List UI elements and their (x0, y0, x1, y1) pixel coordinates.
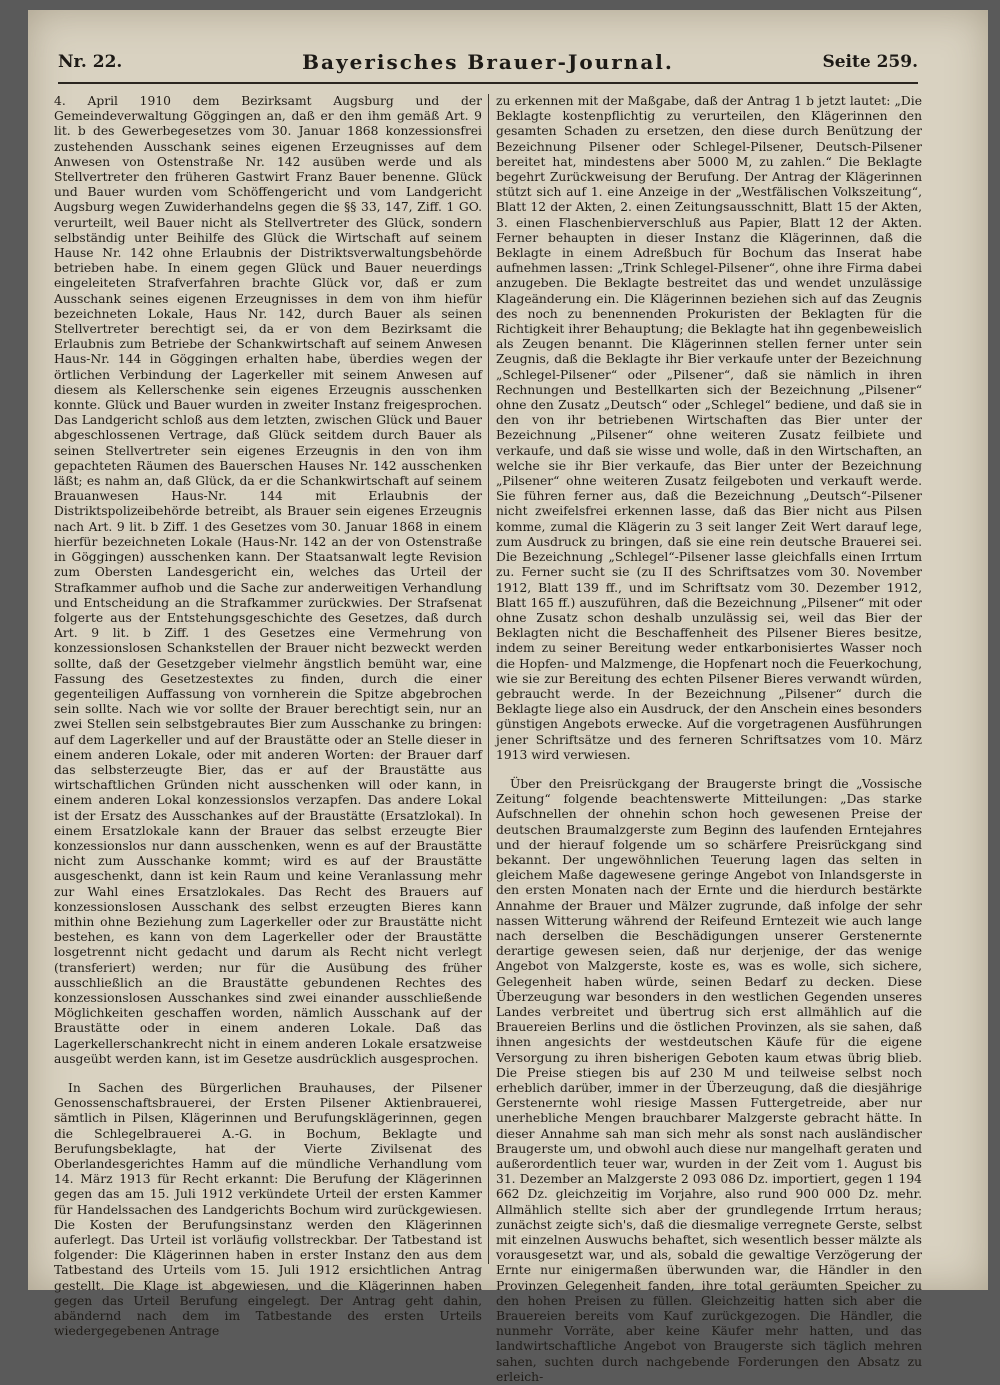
article-columns (54, 94, 922, 1384)
journal-title: Bayerisches Brauer-Journal. (302, 50, 674, 74)
page-number: Seite 259. (822, 52, 918, 72)
column-divider (488, 94, 489, 1264)
right-paragraph-1: zu erkennen mit der Maßgabe, daß der Antrag 1 b jetzt lautet: „Die Beklagte kostenpflichtig zu verurteilen, den Klägerinnen den gesamten Schaden zu ersetzen, den diese durch Benützung der Bezeichnung Pilsener oder Schlegel-Pilsener, Deutsch-Pilsener bereitet hat, mindestens aber 5000 M, zu zahlen.“ Die Beklagte begehrt Zurückweisung der Berufung. Der Antrag der Klägerinnen stützt sich auf 1. eine Anzeige in der „Westfälischen Volkszeitung“, Blatt 12 der Akten, 2. einen Zeitungsausschnitt, Blatt 15 der Akten, 3. einen Flaschenbierverschluß aus Papier, Blatt 12 der Akten. Ferner behaupten in dieser Instanz die Klägerinnen, daß die Beklagte in einem Adreßbuch für Bochum das Inserat habe aufnehmen lassen: „Trink Schlegel-Pilsener“, ohne ihre Firma dabei anzugeben. Die Beklagte bestreitet das und wendet unzulässige Klageänderung ein. Die Klägerinnen beziehen sich auf das Zeugnis des noch zu benennenden Prokuristen der Beklagten für die Richtigkeit ihrer Behauptung; die Beklagte hat ihn gegenbeweislich als Zeugen benannt. Die Klägerinnen stellen ferner unter sein Zeugnis, daß die Beklagte ihr Bier verkaufe unter der Bezeichnung „Schlegel-Pilsener“ oder „Pilsener“, daß sie nämlich in ihren Rechnungen und Bestellkarten sich der Bezeichnung „Pilsener“ ohne den Zusatz „Deutsch“ oder „Schlegel“ bediene, und daß sie in den von ihr betriebenen Wirtschaften das Bier unter der Bezeichnung „Pilsener“ ohne weiteren Zusatz feilbiete und verkaufe, und daß sie wisse und wolle, daß in den Wirtschaften, an welche sie ihr Bier verkaufe, das Bier unter der Bezeichnung „Pilsener“ ohne weiteren Zusatz feilgeboten und verkauft werde. Sie führen ferner aus, daß die Bezeichnung „Deutsch“-Pilsener nicht zweifelsfrei erkennen lasse, daß das Bier nicht aus Pilsen komme, zumal die Klägerin zu 3 seit langer Zeit Wert darauf lege, zum Ausdruck zu bringen, daß sie eine rein deutsche Brauerei sei. Die Bezeichnung „Schlegel“-Pilsener lasse gleichfalls einen Irrtum zu. Ferner sucht sie (zu II des Schriftsatzes vom 30. November 1912, Blatt 139 ff., und im Schriftsatz vom 30. Dezember 1912, Blatt 165 ff.) auszuführen, daß die Bezeichnung „Pilsener“ mit oder ohne Zusatz schon deshalb unzulässig sei, weil das Bier der Beklagten nicht die Beschaffenheit des Pilsener Bieres besitze, indem zu seiner Bereitung weder entkarbonisiertes Wasser noch die Hopfen- und Malzmenge, die Hopfenart noch die Feuerkochung, wie sie zur Bereitung des echten Pilsener Bieres verwandt würden, gebraucht werde. In der Bezeichnung „Pilsener“ durch die Beklagte liege also ein Ausdruck, der den Anschein eines besonders günstigen Angebots erwecke. Auf die vorgetragenen Ausführungen jener Schriftsätze und des ferneren Schriftsatzes vom 10. März 1913 wird verwiesen. (496, 94, 922, 762)
right-paragraph-2: Über den Preisrückgang der Braugerste bringt die „Vossische Zeitung“ folgende beachtenswerte Mitteilungen: „Das starke Aufschnellen der ohnehin schon hoch gewesenen Preise der deutschen Braumalzgerste zum Beginn des laufenden Erntejahres und der hierauf folgende um so schärfere Preisrückgang sind bekannt. Der ungewöhnlichen Teuerung lagen das selten in gleichem Maße dagewesene geringe Angebot von Inlandsgerste in den ersten Monaten nach der Ernte und die hierdurch bestärkte Annahme der Brauer und Mälzer zugrunde, daß infolge der sehr nassen Witterung während der Reifeund Erntezeit wie auch lange nach derselben die Beschädigungen unserer Gerstenernte derartige gewesen seien, daß nur derjenige, der das wenige Angebot von Malzgerste, koste es, was es wolle, sich sichere, Gelegenheit haben würde, seinen Bedarf zu decken. Diese Überzeugung war besonders in den westlichen Gegenden unseres Landes verbreitet und übertrug sich erst allmählich auf die Brauereien Berlins und die östlichen Provinzen, als sie sahen, daß ihnen angesichts der westdeutschen Käufe für die eigene Versorgung zu ihren bisherigen Geboten kaum etwas übrig blieb. Die Preise stiegen bis auf 230 M und teilweise selbst noch erheblich darüber, immer in der Überzeugung, daß die diesjährige Gerstenernte wohl riesige Massen Futtergetreide, aber nur unerhebliche Mengen brauchbarer Malzgerste gebracht hätte. In dieser Annahme sah man sich mehr als sonst nach ausländischer Braugerste um, und obwohl auch diese nur mangelhaft geraten und außerordentlich teuer war, wurden in der Zeit vom 1. August bis 31. Dezember an Malzgerste 2 093 086 Dz. importiert, gegen 1 194 662 Dz. gleichzeitig im Vorjahre, also rund 900 000 Dz. mehr. Allmählich stellte sich aber der grundlegende Irrtum heraus; zunächst zeigte sich's, daß die diesmalige verregnete Gerste, selbst mit einzelnen Auswuchs behaftet, sich wesentlich besser mälzte als vorausgesetzt war, und als, sobald die gewaltige Verzögerung der Ernte nur einigermaßen überwunden war, die Händler in den Provinzen Gelegenheit fanden, ihre total geräumten Speicher zu den hohen Preisen zu füllen. Gleichzeitig hatten sich aber die Brauereien bereits vom Kauf zurückgezogen. Die Händler, die nunmehr Vorräte, aber keine Käufer mehr hatten, und das landwirtschaftliche Angebot von Braugerste sich täglich mehren sahen, suchten durch nachgebende Forderungen den Absatz zu erleich- (496, 776, 922, 1384)
left-column (54, 94, 482, 1339)
right-column (496, 94, 922, 1384)
issue-number: Nr. 22. (58, 52, 123, 72)
page-header (58, 48, 918, 84)
left-paragraph-2: In Sachen des Bürgerlichen Brauhauses, der Pilsener Genossenschaftsbrauerei, der Ersten Pilsener Aktienbrauerei, sämtlich in Pilsen, Klägerinnen und Berufungsklägerinnen, gegen die Schlegelbrauerei A.-G. in Bochum, Beklagte und Berufungsbeklagte, hat der Vierte Zivilsenat des Oberlandesgerichtes Hamm auf die mündliche Verhandlung vom 14. März 1913 für Recht erkannt: Die Berufung der Klägerinnen gegen das am 15. Juli 1912 verkündete Urteil der ersten Kammer für Handelssachen des Landgerichts Bochum wird zurückgewiesen. Die Kosten der Berufungsinstanz werden den Klägerinnen auferlegt. Das Urteil ist vorläufig vollstreckbar. Der Tatbestand ist folgender: Die Klägerinnen haben in erster Instanz den aus dem Tatbestand des Urteils vom 15. Juli 1912 ersichtlichen Antrag gestellt. Die Klage ist abgewiesen, und die Klägerinnen haben gegen das Urteil Berufung eingelegt. Der Antrag geht dahin, abändernd nach dem im Tatbestande des ersten Urteils wiedergegebenen Antrage (54, 1081, 482, 1339)
left-paragraph-1: 4. April 1910 dem Bezirksamt Augsburg und der Gemeindeverwaltung Göggingen an, daß er den ihm gemäß Art. 9 lit. b des Gewerbegesetzes vom 30. Januar 1868 konzessionsfrei zustehenden Ausschank seines eigenen Erzeugnisses auf dem Anwesen von Ostenstraße Nr. 142 ausüben werde und als Stellvertreter den früheren Gastwirt Franz Bauer benenne. Glück und Bauer wurden vom Schöffengericht und vom Landgericht Augsburg wegen Zuwiderhandelns gegen die §§ 33, 147, Ziff. 1 GO. verurteilt, weil Bauer nicht als Stellvertreter des Glück, sondern selbständig unter Beihilfe des Glück die Wirtschaft auf seinem Hause Nr. 142 ohne Erlaubnis der Distriktsverwaltungsbehörde betrieben habe. In einem gegen Glück und Bauer neuerdings eingeleiteten Strafverfahren brachte Glück vor, daß er zum Ausschank seines eigenen Erzeugnisses in dem von ihm hiefür bezeichneten Lokale, Haus Nr. 142, durch Bauer als seinen Stellvertreter berechtigt sei, da er von dem Bezirksamt die Erlaubnis zum Betriebe der Schankwirtschaft auf seinem Anwesen Haus-Nr. 144 in Göggingen erhalten habe, überdies wegen der örtlichen Verbindung der Lagerkeller mit seinem Anwesen auf diesem als Kellerschenke sein eigenes Erzeugnis ausschenken konnte. Glück und Bauer wurden in zweiter Instanz freigesprochen. Das Landgericht schloß aus dem letzten, zwischen Glück und Bauer abgeschlossenen Vertrage, daß Glück seitdem durch Bauer als seinen Stellvertreter sein eigenes Erzeugnis in den von ihm gepachteten Räumen des Bauerschen Hauses Nr. 142 ausschenken läßt; es nahm an, daß Glück, da er die Schankwirtschaft auf seinem Brauanwesen Haus-Nr. 144 mit Erlaubnis der Distriktspolizeibehörde betreibt, als Brauer sein eigenes Erzeugnis nach Art. 9 lit. b Ziff. 1 des Gesetzes vom 30. Januar 1868 in einem hierfür bezeichneten Lokale (Haus-Nr. 142 an der von Ostenstraße in Göggingen) ausschenken kann. Der Staatsanwalt legte Revision zum Obersten Landesgericht ein, welches das Urteil der Strafkammer aufhob und die Sache zur anderweitigen Verhandlung und Entscheidung an die Strafkammer zurückwies. Der Strafsenat folgerte aus der Entstehungsgeschichte des Gesetzes, daß durch Art. 9 lit. b Ziff. 1 des Gesetzes eine Vermehrung von konzessionslosen Schankstellen der Brauer nicht bezweckt werden sollte, daß der Gesetzgeber vielmehr ängstlich bemüht war, eine Fassung des Gesetzestextes zu finden, durch die einer gegenteiligen Auffassung von vornherein die Spitze abgebrochen sein sollte. Nach wie vor sollte der Brauer berechtigt sein, nur an zwei Stellen sein selbstgebrautes Bier zum Ausschanke zu bringen: auf dem Lagerkeller und auf der Braustätte oder an Stelle dieser in einem anderen Lokale, oder mit anderen Worten: der Brauer darf das selbsterzeugte Bier, das er auf der Braustätte aus wirtschaftlichen Gründen nicht ausschenken will oder kann, in einem anderen Lokal konzessionslos verzapfen. Das andere Lokal ist der Ersatz des Ausschankes auf der Braustätte (Ersatzlokal). In einem Ersatzlokale kann der Brauer das selbst erzeugte Bier konzessionslos nur dann ausschenken, wenn es auf der Braustätte nicht zum Ausschanke kommt; wird es auf der Braustätte ausgeschenkt, dann ist kein Raum und keine Veranlassung mehr zur Wahl eines Ersatzlokales. Das Recht des Brauers auf konzessionslosen Ausschank des selbst erzeugten Bieres kann mithin ohne Beziehung zum Lagerkeller oder zur Braustätte nicht bestehen, es kann von dem Lagerkeller oder der Braustätte losgetrennt nicht gedacht und darum als Recht nicht verlegt (transferiert) werden; nur für die Ausübung des früher ausschließlich an die Braustätte gebundenen Rechtes des konzessionslosen Ausschankes sind zwei einander ausschließende Möglichkeiten geschaffen worden, nämlich Ausschank auf der Braustätte oder in einem anderen Lokale. Daß das Lagerkellerschankrecht nicht in einem anderen Lokale ersatzweise ausgeübt werden kann, ist im Gesetze ausdrücklich ausgesprochen. (54, 94, 482, 1066)
newspaper-page (28, 10, 988, 1384)
